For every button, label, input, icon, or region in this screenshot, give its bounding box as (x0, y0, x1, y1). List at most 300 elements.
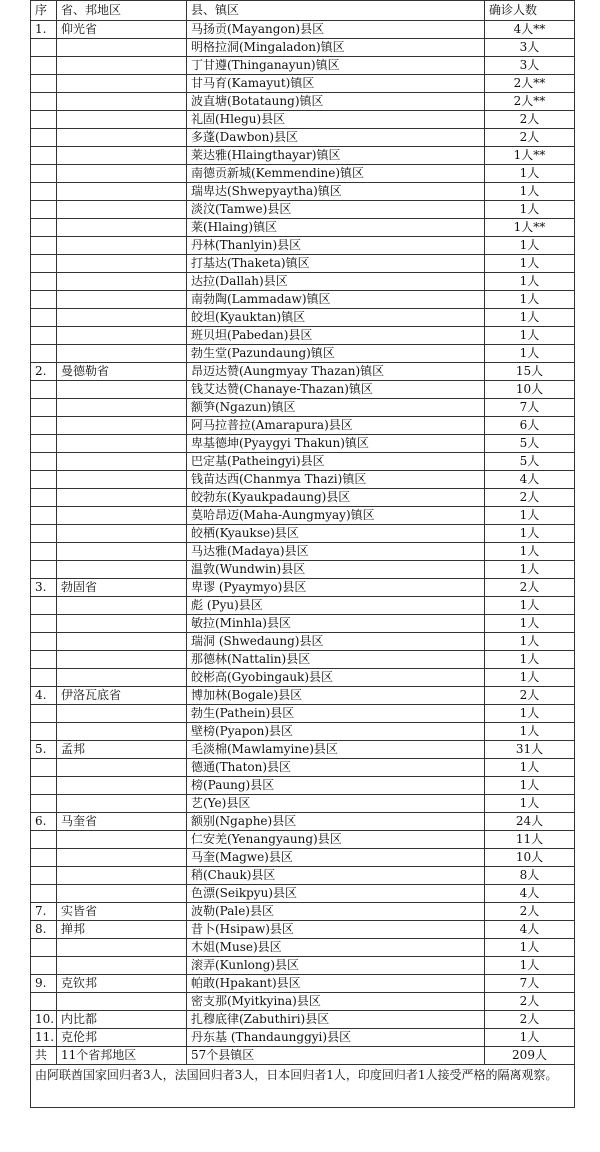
table-row (31, 705, 575, 723)
township-name: 多蓬(Dawbon)县区 (187, 129, 485, 147)
township-name: 密支那(Myitkyina)县区 (187, 993, 485, 1011)
region-number (31, 669, 57, 687)
table-row (31, 867, 575, 885)
region-number (31, 345, 57, 363)
table-row (31, 831, 575, 849)
region-number: 7. (31, 903, 57, 921)
case-count: 2人 (485, 111, 575, 129)
region-name: 实皆省 (57, 903, 187, 921)
region-name (57, 561, 187, 579)
township-name: 波勒(Pale)县区 (187, 903, 485, 921)
table-row (31, 741, 575, 759)
table-row (31, 201, 575, 219)
township-name: 艺(Ye)县区 (187, 795, 485, 813)
township-name: 仁安羌(Yenangyaung)县区 (187, 831, 485, 849)
region-name (57, 525, 187, 543)
region-name (57, 255, 187, 273)
table-row (31, 723, 575, 741)
table-row (31, 129, 575, 147)
header-seq: 序 (31, 1, 57, 21)
case-count: 1人 (485, 165, 575, 183)
region-number: 3. (31, 579, 57, 597)
region-number (31, 723, 57, 741)
region-number (31, 201, 57, 219)
case-count: 1人 (485, 291, 575, 309)
township-name: 勃生堂(Pazundaung)镇区 (187, 345, 485, 363)
case-count: 1人 (485, 777, 575, 795)
township-name: 马达雅(Madaya)县区 (187, 543, 485, 561)
region-name (57, 183, 187, 201)
region-number (31, 219, 57, 237)
region-number (31, 777, 57, 795)
case-count: 2人 (485, 993, 575, 1011)
region-number (31, 939, 57, 957)
total-row (31, 1047, 575, 1065)
case-count: 1人 (485, 543, 575, 561)
region-name (57, 615, 187, 633)
township-name: 瑞卑达(Shwepyaytha)镇区 (187, 183, 485, 201)
township-name: 榜(Paung)县区 (187, 777, 485, 795)
region-name (57, 669, 187, 687)
region-number (31, 615, 57, 633)
table-row (31, 633, 575, 651)
case-count: 1人 (485, 939, 575, 957)
region-name (57, 471, 187, 489)
township-name: 滚弄(Kunlong)县区 (187, 957, 485, 975)
total-regions: 11个省邦地区 (57, 1047, 187, 1065)
table-row (31, 453, 575, 471)
township-name: 木姐(Muse)县区 (187, 939, 485, 957)
region-number (31, 417, 57, 435)
region-number: 10. (31, 1011, 57, 1029)
table-row (31, 543, 575, 561)
region-number (31, 795, 57, 813)
table-row (31, 975, 575, 993)
case-count: 15人 (485, 363, 575, 381)
region-name (57, 543, 187, 561)
township-name: 稍(Chauk)县区 (187, 867, 485, 885)
case-count: 4人 (485, 471, 575, 489)
township-name: 莱(Hlaing)镇区 (187, 219, 485, 237)
region-name (57, 795, 187, 813)
region-number (31, 255, 57, 273)
township-name: 卑基德坤(Pyaygyi Thakun)镇区 (187, 435, 485, 453)
township-name: 额别(Ngaphe)县区 (187, 813, 485, 831)
table-row (31, 849, 575, 867)
case-count: 7人 (485, 975, 575, 993)
case-count: 2人** (485, 93, 575, 111)
region-number (31, 111, 57, 129)
table-row (31, 291, 575, 309)
case-count: 4人** (485, 21, 575, 39)
region-number (31, 57, 57, 75)
region-number (31, 453, 57, 471)
region-name (57, 597, 187, 615)
region-number: 9. (31, 975, 57, 993)
region-number (31, 435, 57, 453)
region-number (31, 147, 57, 165)
region-number (31, 651, 57, 669)
case-count: 11人 (485, 831, 575, 849)
region-name (57, 237, 187, 255)
table-row (31, 885, 575, 903)
case-count: 1人 (485, 759, 575, 777)
table-row (31, 183, 575, 201)
township-name: 巴定基(Patheingyi)县区 (187, 453, 485, 471)
table-row (31, 345, 575, 363)
table-row (31, 651, 575, 669)
region-number (31, 75, 57, 93)
table-row (31, 471, 575, 489)
table-row (31, 525, 575, 543)
table-row (31, 687, 575, 705)
region-name (57, 417, 187, 435)
region-name (57, 435, 187, 453)
total-label: 共 (31, 1047, 57, 1065)
region-name (57, 831, 187, 849)
region-number (31, 273, 57, 291)
township-name: 礼固(Hlegu)县区 (187, 111, 485, 129)
case-count: 1人 (485, 597, 575, 615)
table-row (31, 489, 575, 507)
table-row (31, 507, 575, 525)
case-count: 31人 (485, 741, 575, 759)
region-number (31, 957, 57, 975)
region-name (57, 399, 187, 417)
case-count: 1人 (485, 957, 575, 975)
table-row (31, 669, 575, 687)
region-number (31, 507, 57, 525)
region-name: 掸邦 (57, 921, 187, 939)
region-number (31, 849, 57, 867)
region-number (31, 129, 57, 147)
total-townships: 57个县镇区 (187, 1047, 485, 1065)
table-row (31, 957, 575, 975)
township-name: 打基达(Thaketa)镇区 (187, 255, 485, 273)
township-name: 丹东基 (Thandaunggyi)县区 (187, 1029, 485, 1047)
header-cases: 确诊人数 (485, 1, 575, 21)
region-number (31, 471, 57, 489)
region-name (57, 957, 187, 975)
table-row (31, 93, 575, 111)
case-count: 4人 (485, 885, 575, 903)
region-number (31, 489, 57, 507)
region-number (31, 867, 57, 885)
case-count: 1人 (485, 705, 575, 723)
region-name (57, 849, 187, 867)
case-count: 3人 (485, 57, 575, 75)
case-count: 1人 (485, 237, 575, 255)
table-row (31, 39, 575, 57)
region-number: 2. (31, 363, 57, 381)
region-number (31, 633, 57, 651)
case-table (30, 0, 575, 1108)
case-count: 1人 (485, 507, 575, 525)
township-name: 钱苗达西(Chanmya Thazi)镇区 (187, 471, 485, 489)
township-name: 莱达雅(Hlaingthayar)镇区 (187, 147, 485, 165)
table-row (31, 273, 575, 291)
township-name: 丹林(Thanlyin)县区 (187, 237, 485, 255)
region-number (31, 381, 57, 399)
region-number: 4. (31, 687, 57, 705)
region-number (31, 327, 57, 345)
region-number (31, 525, 57, 543)
region-name: 曼德勒省 (57, 363, 187, 381)
header-township: 县、镇区 (187, 1, 485, 21)
township-name: 帕敢(Hpakant)县区 (187, 975, 485, 993)
region-name (57, 507, 187, 525)
region-number: 1. (31, 21, 57, 39)
case-count: 8人 (485, 867, 575, 885)
case-count: 1人 (485, 345, 575, 363)
township-name: 皎栖(Kyaukse)县区 (187, 525, 485, 543)
region-name (57, 39, 187, 57)
region-name (57, 129, 187, 147)
township-name: 皎彬高(Gyobingauk)县区 (187, 669, 485, 687)
region-name (57, 381, 187, 399)
township-name: 皎坦(Kyauktan)镇区 (187, 309, 485, 327)
region-name (57, 93, 187, 111)
region-name: 克钦邦 (57, 975, 187, 993)
footnote: 由阿联酋国家回归者3人，法国回归者3人，日本回归者1人，印度回归者1人接受严格的隔离观察。 (31, 1065, 575, 1108)
case-count: 2人 (485, 1011, 575, 1029)
table-row (31, 921, 575, 939)
region-number: 11. (31, 1029, 57, 1047)
case-count: 2人** (485, 75, 575, 93)
case-count: 2人 (485, 489, 575, 507)
township-name: 钱艾达赞(Chanaye-Thazan)镇区 (187, 381, 485, 399)
table-row (31, 1029, 575, 1047)
township-name: 色漂(Seikpyu)县区 (187, 885, 485, 903)
table-row (31, 309, 575, 327)
table-row (31, 255, 575, 273)
township-name: 皎勃东(Kyaukpadaung)县区 (187, 489, 485, 507)
table-row (31, 399, 575, 417)
table-row (31, 75, 575, 93)
table-row (31, 381, 575, 399)
case-count: 2人 (485, 903, 575, 921)
table-row (31, 435, 575, 453)
region-name (57, 201, 187, 219)
case-count: 1人 (485, 273, 575, 291)
township-name: 昔卜(Hsipaw)县区 (187, 921, 485, 939)
region-number (31, 993, 57, 1011)
township-name: 勃生(Pathein)县区 (187, 705, 485, 723)
township-name: 莫哈昂迈(Maha-Aungmyay)镇区 (187, 507, 485, 525)
township-name: 温敦(Wundwin)县区 (187, 561, 485, 579)
region-name (57, 939, 187, 957)
region-name (57, 309, 187, 327)
region-number (31, 93, 57, 111)
region-name (57, 633, 187, 651)
township-name: 马扬贡(Mayangon)县区 (187, 21, 485, 39)
region-name (57, 273, 187, 291)
table-row (31, 597, 575, 615)
case-count: 1人 (485, 201, 575, 219)
table-row (31, 795, 575, 813)
region-name (57, 219, 187, 237)
township-name: 明格拉洞(Mingaladon)镇区 (187, 39, 485, 57)
table-row (31, 579, 575, 597)
case-count: 1人 (485, 633, 575, 651)
case-count: 1人 (485, 309, 575, 327)
table-body (31, 21, 575, 1047)
table-row (31, 903, 575, 921)
case-count: 1人 (485, 1029, 575, 1047)
case-count: 1人 (485, 615, 575, 633)
township-name: 卑谬 (Pyaymyo)县区 (187, 579, 485, 597)
region-number: 8. (31, 921, 57, 939)
region-name: 克伦邦 (57, 1029, 187, 1047)
case-table-document (30, 0, 574, 1108)
township-name: 阿马拉普拉(Amarapura)县区 (187, 417, 485, 435)
region-number (31, 165, 57, 183)
region-name (57, 57, 187, 75)
case-count: 1人 (485, 255, 575, 273)
region-number (31, 291, 57, 309)
table-row (31, 237, 575, 255)
region-name: 内比都 (57, 1011, 187, 1029)
region-name: 伊洛瓦底省 (57, 687, 187, 705)
case-count: 2人 (485, 129, 575, 147)
township-name: 彪 (Pyu)县区 (187, 597, 485, 615)
case-count: 5人 (485, 453, 575, 471)
region-name (57, 147, 187, 165)
township-name: 达拉(Dallah)县区 (187, 273, 485, 291)
table-row (31, 561, 575, 579)
header-row (31, 1, 575, 21)
township-name: 淡汶(Tamwe)县区 (187, 201, 485, 219)
region-name (57, 453, 187, 471)
region-number (31, 237, 57, 255)
table-row (31, 57, 575, 75)
township-name: 扎穆底律(Zabuthiri)县区 (187, 1011, 485, 1029)
region-name (57, 489, 187, 507)
region-number (31, 399, 57, 417)
table-row (31, 363, 575, 381)
case-count: 2人 (485, 579, 575, 597)
table-row (31, 219, 575, 237)
region-name (57, 111, 187, 129)
case-count: 1人 (485, 651, 575, 669)
table-row (31, 759, 575, 777)
region-name (57, 705, 187, 723)
case-count: 24人 (485, 813, 575, 831)
township-name: 壁榜(Pyapon)县区 (187, 723, 485, 741)
region-name (57, 867, 187, 885)
case-count: 1人 (485, 327, 575, 345)
case-count: 6人 (485, 417, 575, 435)
region-number: 5. (31, 741, 57, 759)
region-number (31, 543, 57, 561)
region-name: 仰光省 (57, 21, 187, 39)
township-name: 马奎(Magwe)县区 (187, 849, 485, 867)
township-name: 班贝坦(Pabedan)县区 (187, 327, 485, 345)
table-row (31, 111, 575, 129)
region-name (57, 345, 187, 363)
table-row (31, 813, 575, 831)
table-row (31, 165, 575, 183)
header-region: 省、邦地区 (57, 1, 187, 21)
township-name: 博加林(Bogale)县区 (187, 687, 485, 705)
region-number (31, 885, 57, 903)
note-row (31, 1065, 575, 1108)
township-name: 昂迈达赞(Aungmyay Thazan)镇区 (187, 363, 485, 381)
region-name (57, 165, 187, 183)
table-row (31, 615, 575, 633)
region-number (31, 561, 57, 579)
township-name: 南德贡新城(Kemmendine)镇区 (187, 165, 485, 183)
township-name: 那德林(Nattalin)县区 (187, 651, 485, 669)
region-number: 6. (31, 813, 57, 831)
region-name (57, 993, 187, 1011)
region-number (31, 831, 57, 849)
region-name (57, 327, 187, 345)
region-number (31, 759, 57, 777)
case-count: 1人 (485, 183, 575, 201)
total-cases: 209人 (485, 1047, 575, 1065)
case-count: 1人 (485, 795, 575, 813)
region-name: 孟邦 (57, 741, 187, 759)
case-count: 4人 (485, 921, 575, 939)
township-name: 额笋(Ngazun)镇区 (187, 399, 485, 417)
township-name: 德通(Thaton)县区 (187, 759, 485, 777)
case-count: 10人 (485, 849, 575, 867)
township-name: 毛淡棉(Mawlamyine)县区 (187, 741, 485, 759)
region-name: 勃固省 (57, 579, 187, 597)
region-name (57, 723, 187, 741)
case-count: 1人** (485, 147, 575, 165)
region-name (57, 651, 187, 669)
case-count: 1人 (485, 525, 575, 543)
table-row (31, 777, 575, 795)
table-row (31, 147, 575, 165)
case-count: 5人 (485, 435, 575, 453)
table-row (31, 417, 575, 435)
table-row (31, 993, 575, 1011)
case-count: 10人 (485, 381, 575, 399)
township-name: 敏拉(Minhla)县区 (187, 615, 485, 633)
region-number (31, 39, 57, 57)
region-name (57, 75, 187, 93)
township-name: 甘马育(Kamayut)镇区 (187, 75, 485, 93)
region-name (57, 759, 187, 777)
case-count: 1人 (485, 561, 575, 579)
table-row (31, 327, 575, 345)
case-count: 1人** (485, 219, 575, 237)
case-count: 3人 (485, 39, 575, 57)
case-count: 7人 (485, 399, 575, 417)
region-name (57, 885, 187, 903)
region-number (31, 597, 57, 615)
case-count: 1人 (485, 669, 575, 687)
township-name: 丁甘遵(Thinganayun)镇区 (187, 57, 485, 75)
township-name: 瑞洞 (Shwedaung)县区 (187, 633, 485, 651)
township-name: 南勃陶(Lammadaw)镇区 (187, 291, 485, 309)
region-number (31, 309, 57, 327)
region-name (57, 777, 187, 795)
table-row (31, 21, 575, 39)
table-row (31, 1011, 575, 1029)
case-count: 2人 (485, 687, 575, 705)
region-number (31, 705, 57, 723)
table-row (31, 939, 575, 957)
region-name: 马奎省 (57, 813, 187, 831)
township-name: 波直塘(Botataung)镇区 (187, 93, 485, 111)
region-number (31, 183, 57, 201)
case-count: 1人 (485, 723, 575, 741)
region-name (57, 291, 187, 309)
